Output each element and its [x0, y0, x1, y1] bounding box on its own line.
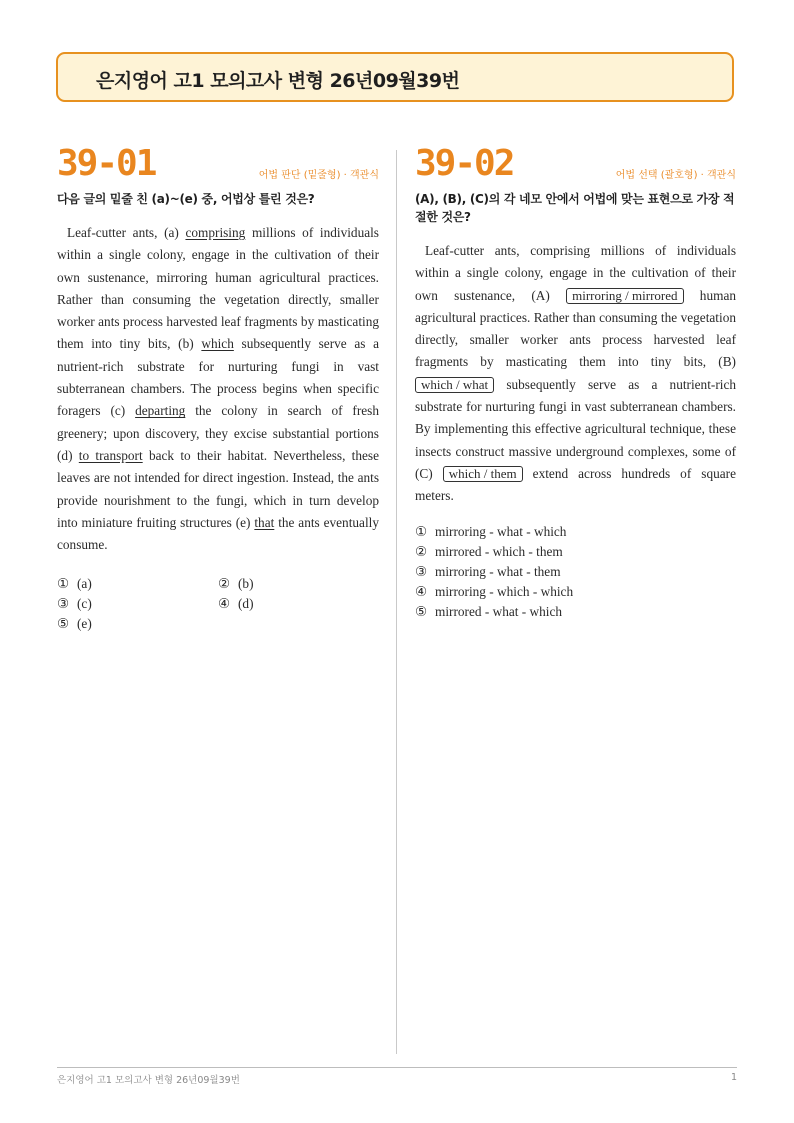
footer-title: 은지영어 고1 모의고사 변형 26년09월39번 — [57, 1075, 240, 1086]
choice-box-b: which / what — [415, 377, 494, 393]
choice-2[interactable]: ② (b) — [218, 576, 254, 592]
choice-3[interactable]: ③ mirroring - what - them — [415, 563, 561, 579]
passage-text: subsequently serve as a nutrient-rich substrate for nurturing fungi in vast subterranean chambers. The process begins when specific foragers (c) — [57, 336, 380, 419]
choice-5[interactable]: ⑤ (e) — [57, 616, 92, 632]
title-banner — [56, 52, 734, 102]
passage — [57, 222, 379, 556]
passage-text: Leaf-cutter ants, comprising millions of individuals within a single colony, engage in the cultivation of their own sustenance, (A) — [415, 243, 736, 303]
underlined-b: which — [201, 336, 234, 352]
question-number: 39-02 — [415, 143, 514, 184]
underlined-a: comprising — [185, 225, 246, 240]
answer-choices — [415, 522, 736, 622]
page-title: 은지영어 고1 모의고사 변형 26년09월39번 — [96, 70, 460, 92]
passage — [415, 240, 736, 508]
column-divider — [396, 150, 397, 1054]
question-prompt: (A), (B), (C)의 각 네모 안에서 어법에 맞는 표현으로 가장 적절한 것은? — [415, 192, 735, 224]
underlined-e: that — [254, 514, 275, 530]
choice-4[interactable]: ④ mirroring - which - which — [415, 583, 574, 599]
passage-text: human agricultural practices. Rather than consuming the vegetation directly, smaller worker ants process harvested leaf fragments by masticating them into tiny bits, (B) — [415, 287, 736, 370]
question-prompt: 다음 글의 밑줄 친 (a)~(e) 중, 어법상 틀린 것은? — [57, 192, 315, 206]
choice-4[interactable]: ④ (d) — [218, 596, 254, 612]
question-number: 39-01 — [57, 143, 156, 184]
choice-1[interactable]: ① (a) — [57, 576, 92, 592]
passage-text: subsequently serve as a nutrient-rich substrate for nurturing fungi in vast subterranean chambers. By implementing this effective agricultural technique, these insects construct massive underground complexes, some of (C) — [415, 376, 736, 481]
passage-text: the colony in search of fresh greenery; upon discovery, they excise substantial portions (d) — [57, 403, 380, 463]
answer-choices — [57, 574, 379, 634]
choice-5[interactable]: ⑤ mirrored - what - which — [415, 603, 563, 619]
choice-box-a: mirroring / mirrored — [566, 288, 683, 304]
passage-text: Leaf-cutter ants, (a) — [67, 225, 186, 240]
passage-text: extend across hundreds of square meters. — [415, 465, 736, 504]
passage-text: the ants eventually consume. — [57, 514, 379, 553]
page-number: 1 — [730, 1072, 737, 1083]
underlined-d: to transport — [78, 447, 143, 463]
question-header — [415, 143, 736, 188]
question-type-tag: 어법 판단 (밑줄형) · 객관식 — [258, 170, 379, 181]
passage-text: back to their habitat. Nevertheless, these leaves are not intended for direct ingestion. Instead, the ants provide nourishment to the fungi, which in turn develop into miniature fruiting structures (e) — [57, 447, 379, 530]
choice-2[interactable]: ② mirrored - which - them — [415, 543, 563, 559]
underlined-c: departing — [135, 403, 186, 419]
question-39-02 — [415, 143, 736, 622]
footer-divider — [57, 1067, 737, 1068]
question-39-01 — [57, 143, 380, 634]
choice-1[interactable]: ① mirroring - what - which — [415, 523, 567, 539]
question-header — [57, 143, 379, 188]
choice-3[interactable]: ③ (c) — [57, 596, 92, 612]
question-type-tag: 어법 선택 (괄호형) · 객관식 — [615, 170, 736, 181]
choice-box-c: which / them — [443, 466, 523, 482]
passage-text: millions of individuals within a single colony, engage in the cultivation of their own sustenance, mirroring human agricultural practices. Rather than consuming the vegetation directly, smaller worker ants process harvested leaf fragments by masticating them into tiny bits, (b) — [57, 225, 379, 352]
